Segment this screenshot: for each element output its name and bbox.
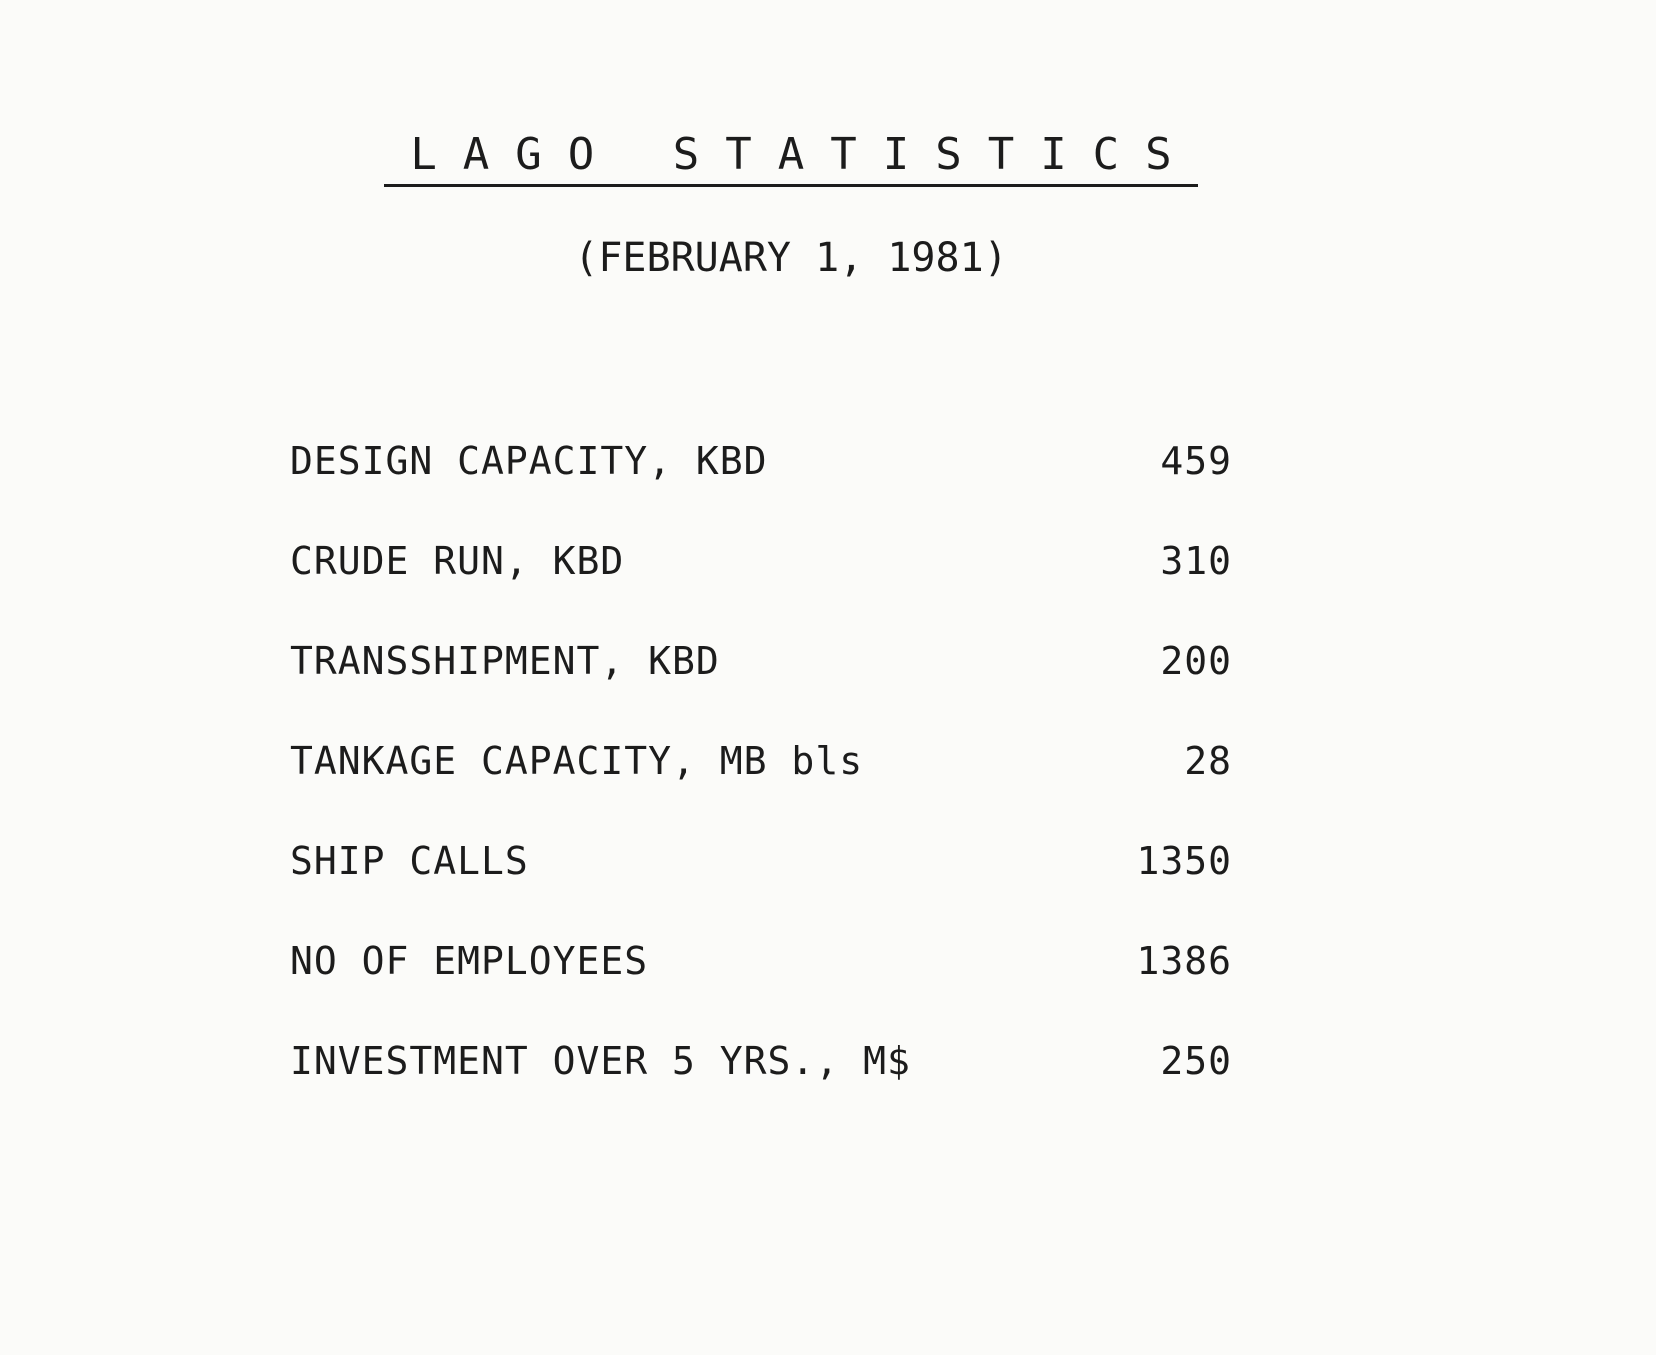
stat-row-transshipment (290, 630, 1232, 730)
stat-row-ship-calls (290, 830, 1232, 930)
page-title (0, 128, 1582, 187)
stat-value: 1386 (1136, 939, 1232, 983)
page-title-text: LAGO STATISTICS (384, 128, 1197, 187)
statistics-list (290, 430, 1232, 1130)
stat-value: 1350 (1136, 839, 1232, 883)
stat-label: TANKAGE CAPACITY, MB bls (290, 739, 864, 783)
stat-row-investment (290, 1030, 1232, 1130)
stat-value: 459 (1160, 439, 1232, 483)
stat-value: 250 (1160, 1039, 1232, 1083)
stat-value: 310 (1160, 539, 1232, 583)
stat-row-tankage-capacity (290, 730, 1232, 830)
stat-row-employees (290, 930, 1232, 1030)
stat-label: CRUDE RUN, KBD (290, 539, 625, 583)
stat-row-design-capacity (290, 430, 1232, 530)
stat-row-crude-run (290, 530, 1232, 630)
stat-label: TRANSSHIPMENT, KBD (290, 639, 720, 683)
stat-label: INVESTMENT OVER 5 YRS., M$ (290, 1039, 911, 1083)
stat-label: DESIGN CAPACITY, KBD (290, 439, 768, 483)
stat-label: SHIP CALLS (290, 839, 529, 883)
stat-value: 200 (1160, 639, 1232, 683)
stat-label: NO OF EMPLOYEES (290, 939, 649, 983)
stat-value: 28 (1184, 739, 1232, 783)
page-date: (FEBRUARY 1, 1981) (574, 235, 1008, 281)
